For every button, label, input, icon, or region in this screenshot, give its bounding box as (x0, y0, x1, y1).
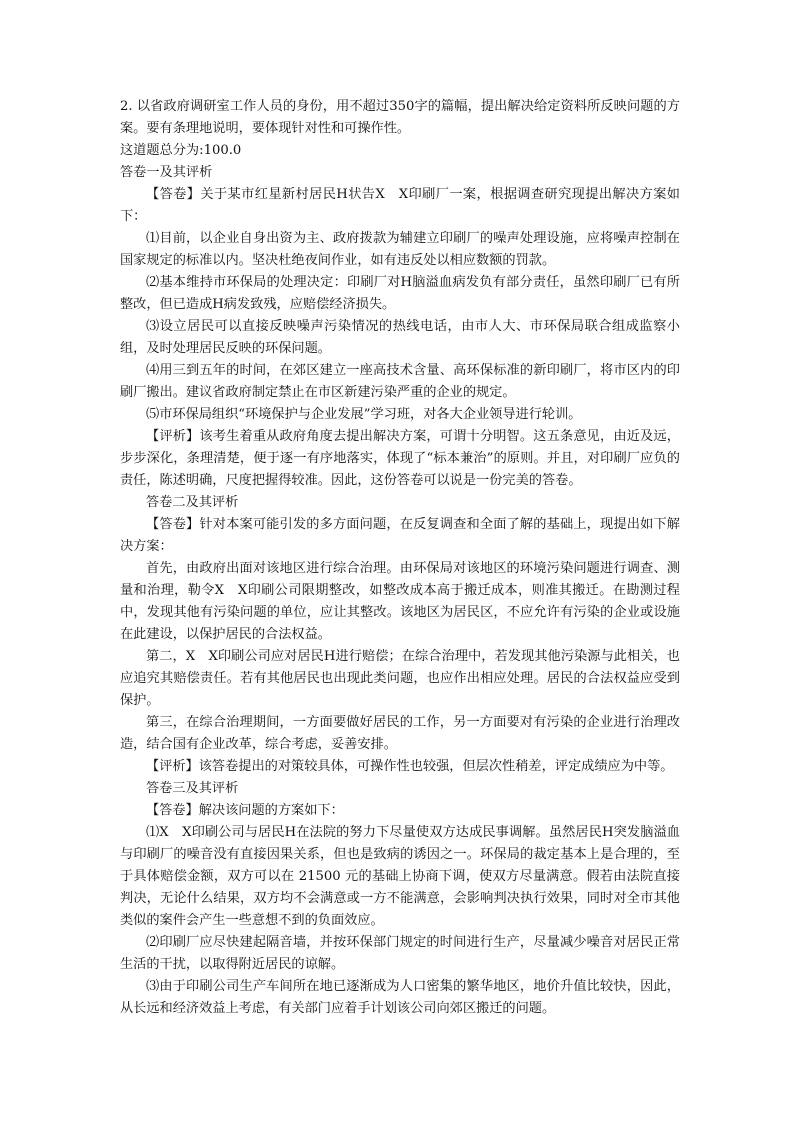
answer3-intro: 【答卷】解决该问题的方案如下： (146, 803, 344, 818)
answer2-item-3: 第三，在综合治理期间，一方面要做好居民的工作，另一方面要对有污染的企业进行治理改造，结合国有企业改革，综合考虑，妥善安排。 (120, 715, 680, 752)
document-page (120, 96, 680, 1020)
answer2-item-2: 第二，X X印刷公司应对居民H进行赔偿；在综合治理中，若发现其他污染源与此相关，也应追究其赔偿责任。若有其他居民也出现此类问题，也应作出相应处理。居民的合法权益应受到保护。 (120, 649, 680, 708)
answer2-intro: 【答卷】针对本案可能引发的多方面问题，在反复调查和全面了解的基础上，现提出如下解决方案： (120, 517, 680, 554)
answer1-heading: 答卷一及其评析 (120, 165, 213, 180)
question-text: 2. 以省政府调研室工作人员的身份，用不超过350字的篇幅，提出解决给定资料所反映问题的方案。要有条理地说明，要体现针对性和可操作性。 (120, 99, 680, 136)
answer1-item-4: ⑷用三到五年的时间，在郊区建立一座高技术含量、高环保标准的新印刷厂，将市区内的印刷厂搬出。建议省政府制定禁止在市区新建污染严重的企业的规定。 (120, 363, 680, 400)
answer1-item-2: ⑵基本维持市环保局的处理决定：印刷厂对H脑溢血病发负有部分责任，虽然印刷厂已有所整改，但已造成H病发致残，应赔偿经济损失。 (120, 275, 680, 312)
answer1-item-5: ⑸市环保局组织“环境保护与企业发展”学习班，对各大企业领导进行轮训。 (146, 407, 582, 422)
answer1-intro: 【答卷】关于某市红星新村居民H状告X X印刷厂一案，根据调查研究现提出解决方案如下： (120, 187, 680, 224)
answer3-item-2: ⑵印刷厂应尽快建起隔音墙，并按环保部门规定的时间进行生产，尽量减少噪音对居民正常生活的干扰，以取得附近居民的谅解。 (120, 935, 680, 972)
question-score: 这道题总分为:100.0 (120, 143, 242, 158)
answer2-review: 【评析】该答卷提出的对策较具体，可操作性也较强，但层次性稍差，评定成绩应为中等。 (146, 759, 674, 774)
answer2-item-1: 首先，由政府出面对该地区进行综合治理。由环保局对该地区的环境污染问题进行调查、测量和治理，勒令X X印刷公司限期整改，如整改成本高于搬迁成本，则准其搬迁。在勘测过程中，发现其他有污染问题的单位，应让其整改。该地区为居民区，不应允许有污染的企业或设施在此建设，以保护居民的合法权益。 (120, 561, 680, 642)
answer1-item-3: ⑶设立居民可以直接反映噪声污染情况的热线电话，由市人大、市环保局联合组成监察小组，及时处理居民反映的环保问题。 (120, 319, 680, 356)
answer3-item-3: ⑶由于印刷公司生产车间所在地已逐渐成为人口密集的繁华地区，地价升值比较快，因此，从长远和经济效益上考虑，有关部门应着手计划该公司向郊区搬迁的问题。 (120, 979, 680, 1016)
answer1-review: 【评析】该考生着重从政府角度去提出解决方案，可谓十分明智。这五条意见，由近及远，步步深化，条理清楚，便于逐一有序地落实，体现了“标本兼治”的原则。并且，对印刷厂应负的责任，陈述明确，尺度把握得较准。因此，这份答卷可以说是一份完美的答卷。 (120, 429, 680, 488)
answer1-item-1: ⑴目前，以企业自身出资为主、政府拨款为辅建立印刷厂的噪声处理设施，应将噪声控制在国家规定的标准以内。坚决杜绝夜间作业，如有违反处以相应数额的罚款。 (120, 231, 680, 268)
answer3-item-1: ⑴X X印刷公司与居民H在法院的努力下尽量使双方达成民事调解。虽然居民H突发脑溢血与印刷厂的噪音没有直接因果关系，但也是致病的诱因之一。环保局的裁定基本上是合理的，至于具体赔偿金额，双方可以在 21500 元的基础上协商下调，使双方尽量满意。假若由法院直接判决，无论什么结果，双方均不会满意或一方不能满意，会影响判决执行效果，同时对全市其他类似的案件会产生一些意想不到的负面效应。 (120, 825, 680, 928)
answer2-heading: 答卷二及其评析 (146, 495, 239, 510)
answer3-heading: 答卷三及其评析 (146, 781, 239, 796)
